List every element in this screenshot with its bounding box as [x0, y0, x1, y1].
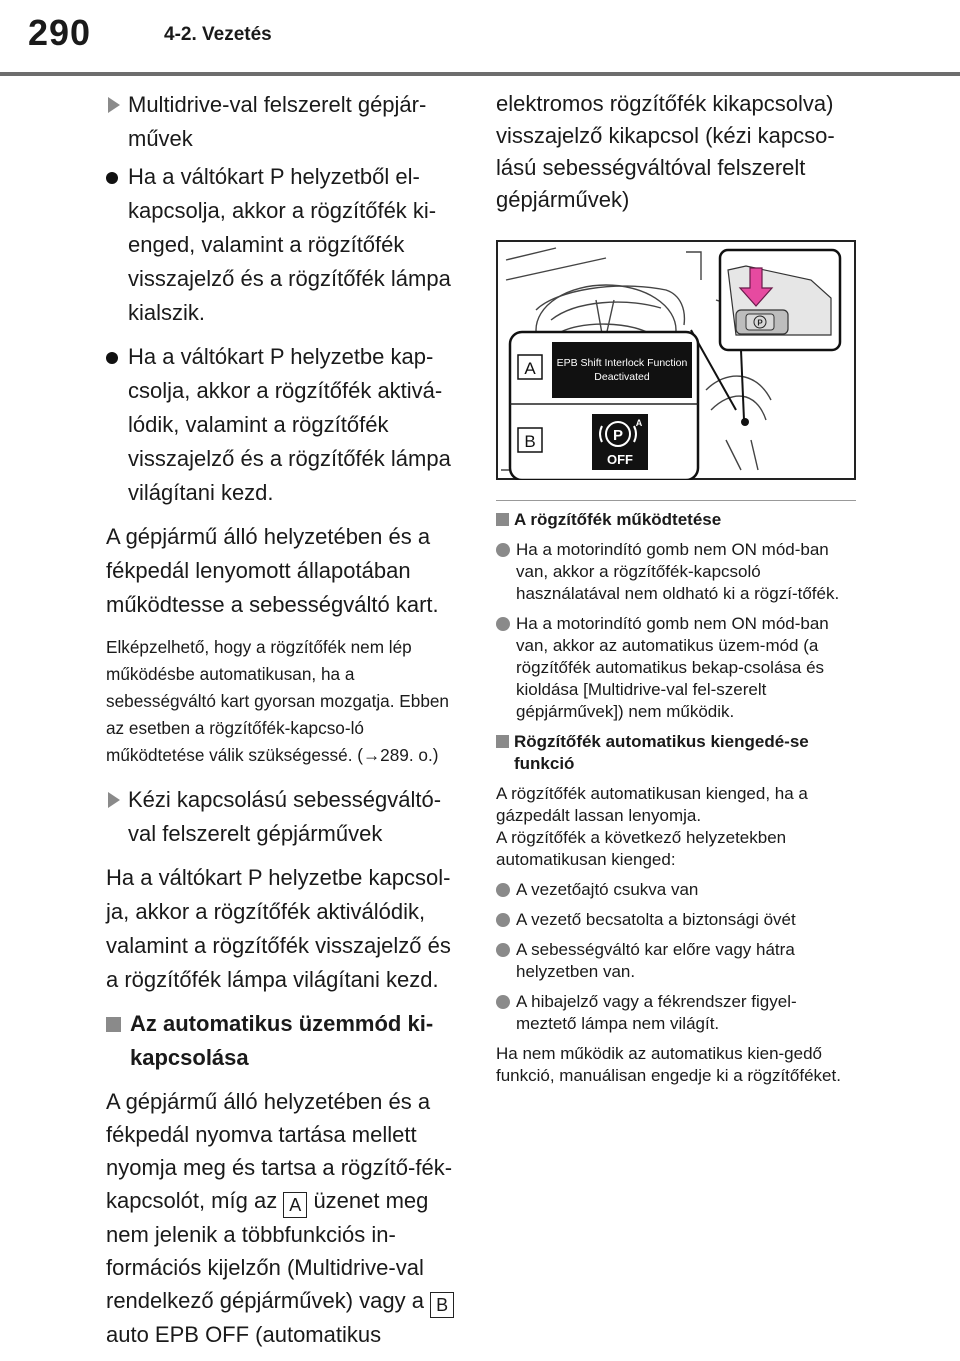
- bullet-condition-door: A vezetőajtó csukva van: [496, 879, 856, 901]
- paragraph-part-1: A gépjármű álló helyzetében és a fékpedál nyomva tartása mellett nyomja meg és tartsa a rögzítő-fék-kapcsolót, míg az: [106, 1089, 453, 1213]
- bullet-not-on-1: Ha a motorindító gomb nem ON mód-ban van, akkor a rögzítőfék-kapcsoló használatával nem oldható ki a rögzí-tőfék.: [496, 539, 856, 605]
- bullet-condition-warning: A hibajelző vagy a fékrendszer figyel-meztető lámpa nem világít.: [496, 991, 856, 1035]
- paragraph-continued: elektromos rögzítőfék kikapcsolva) visszajelző kikapcsol (kézi kapcso-lású sebességváltóval felszerelt gépjárművek): [496, 91, 835, 212]
- paragraph-part-2: üzenet meg nem jelenik a többfunkciós in-formációs kijelzőn (Multidrive-val rendelkező gépjárművek) vagy a: [106, 1188, 429, 1313]
- note-paragraph: Elképzelhető, hogy a rögzítőfék nem lép működésbe automatikusan, ha a sebességváltó kart gyorsan mozgatja. Ebben az esetben a rögzítőfék-kapcso-ló működtetése válik szükségessé. (→289. o.): [106, 637, 449, 765]
- indicator-off-text: OFF: [607, 452, 633, 467]
- paragraph-auto-release-2: A rögzítőfék a következő helyzetekben automatikusan kienged:: [496, 828, 787, 869]
- bullet-not-on-2: Ha a motorindító gomb nem ON mód-ban van, akkor az automatikus üzem-mód (a rögzítőfék automatikus bekap-csolása és kioldása [Multidrive-val fel-szerelt gépjárművek]) nem működik.: [496, 613, 856, 723]
- figure-divider: [496, 500, 856, 501]
- figure-label-a: A: [524, 359, 536, 378]
- paragraph-part-3: auto EPB OFF (automatikus: [106, 1322, 382, 1347]
- display-line-1: EPB Shift Interlock Function: [556, 357, 688, 369]
- paragraph-auto-mode-off: [106, 1085, 462, 1351]
- heading-operation: A rögzítőfék működtetése: [496, 509, 856, 531]
- paragraph-auto-release-1: A rögzítőfék automatikusan kienged, ha a gázpedált lassan lenyomja.: [496, 784, 808, 825]
- paragraph-manual-release: Ha nem működik az automatikus kien-gedő funkció, manuálisan engedje ki a rögzítőféket.: [496, 1044, 841, 1085]
- figure-label-b: B: [524, 432, 536, 451]
- page-header: [0, 0, 960, 80]
- dashboard-illustration: [496, 240, 856, 480]
- illustration-figure: [496, 240, 856, 480]
- bullet-condition-belt: A vezető becsatolta a biztonsági övét: [496, 909, 856, 931]
- switch-p-letter: P: [757, 318, 763, 328]
- heading-auto-release: Rögzítőfék automatikus kiengedé-se funkció: [496, 731, 856, 775]
- bullet-activate: Ha a váltókart P helyzetbe kap-csolja, akkor a rögzítőfék aktivá-lódik, valamint a rögzítőfék visszajelző és a rögzítőfék lámpa világítani kezd.: [106, 340, 462, 510]
- label-a-inline: A: [283, 1192, 307, 1218]
- subheading-multidrive: Multidrive-val felszerelt gépjár- művek: [106, 88, 462, 156]
- display-line-2: Deactivated: [594, 371, 650, 383]
- subheading-manual: Kézi kapcsolású sebességváltó-val felszerelt gépjárművek: [106, 783, 462, 851]
- section-title: 4-2. Vezetés: [164, 24, 272, 45]
- header-rule: [0, 72, 960, 76]
- bullet-release: Ha a váltókart P helyzetből el-kapcsolja, akkor a rögzítőfék ki-enged, valamint a rögzítőfék visszajelző és a rögzítőfék lámpa kialszik.: [106, 160, 462, 330]
- left-column: [106, 88, 462, 1361]
- label-b-inline: B: [430, 1292, 454, 1318]
- bullet-condition-gear: A sebességváltó kar előre vagy hátra helyzetben van.: [496, 939, 856, 983]
- heading-auto-mode-off: Az automatikus üzemmód ki-kapcsolása: [106, 1007, 462, 1075]
- indicator-p-letter: P: [612, 427, 624, 444]
- indicator-a-letter: A: [635, 418, 643, 428]
- page-number: 290: [28, 12, 92, 53]
- right-column: [496, 88, 856, 1095]
- paragraph-manual: Ha a váltókart P helyzetbe kapcsol-ja, akkor a rögzítőfék aktiválódik, valamint a rögzítőfék visszajelző és a rögzítőfék lámpa világítani kezd.: [106, 865, 451, 992]
- paragraph-operate: A gépjármű álló helyzetében és a fékpedál lenyomott állapotában működtesse a sebességváltó kart.: [106, 524, 439, 617]
